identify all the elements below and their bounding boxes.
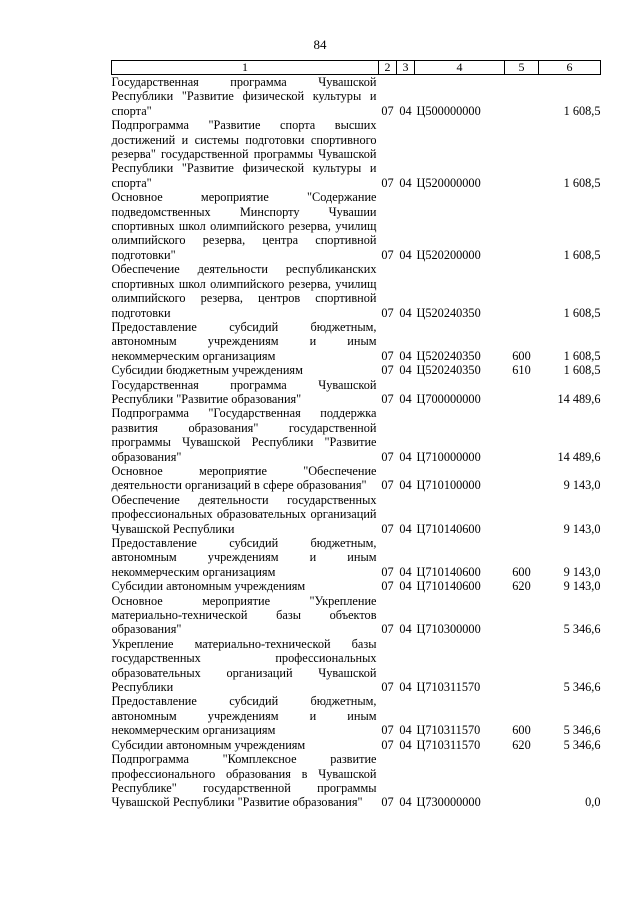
table-row <box>112 363 601 377</box>
row-sum: 9 143,0 <box>563 478 601 493</box>
row-expense-type <box>505 190 539 262</box>
row-expense-type <box>505 752 539 810</box>
row-target-article: Ц710000000 <box>416 449 481 464</box>
table-row <box>112 190 601 262</box>
header-col-1: 1 <box>112 61 379 75</box>
row-expense-type: 610 <box>512 363 531 378</box>
row-section-code: 07 <box>381 737 394 752</box>
row-expense-type: 620 <box>512 579 531 594</box>
header-col-6: 6 <box>539 61 601 75</box>
row-sum: 9 143,0 <box>563 579 601 594</box>
row-name-cell: Подпрограмма "Комплексное развитие профессионального образования в Чувашской Республике" государственной программы Чувашской Республики "Развитие образования" <box>111 752 377 810</box>
row-expense-type <box>505 118 539 190</box>
row-section-code: 07 <box>381 175 394 190</box>
table-row <box>112 752 601 810</box>
table-row <box>112 694 601 737</box>
row-sum: 1 608,5 <box>563 247 601 262</box>
row-subsection-code: 04 <box>399 305 412 320</box>
row-expense-type: 600 <box>512 564 531 579</box>
row-expense-type: 600 <box>512 723 531 738</box>
row-sum: 5 346,6 <box>563 723 601 738</box>
table-row <box>112 637 601 695</box>
row-subsection-code: 04 <box>399 175 412 190</box>
row-subsection-code: 04 <box>399 103 412 118</box>
row-sum: 1 608,5 <box>563 305 601 320</box>
table-row <box>112 262 601 320</box>
row-section-code: 07 <box>381 622 394 637</box>
row-subsection-code: 04 <box>399 737 412 752</box>
table-row <box>112 464 601 493</box>
row-sum: 1 608,5 <box>563 348 601 363</box>
row-section-code: 07 <box>381 348 394 363</box>
row-section-code: 07 <box>381 103 394 118</box>
table-row <box>112 579 601 593</box>
row-section-code: 07 <box>381 391 394 406</box>
row-target-article: Ц520240350 <box>416 348 481 363</box>
table-row <box>112 75 601 119</box>
header-col-2: 2 <box>379 61 397 75</box>
row-name-cell: Укрепление материально-технической базы государственных профессиональных образовательных организаций Чувашской Республики <box>111 636 377 695</box>
row-expense-type: 620 <box>512 737 531 752</box>
row-expense-type <box>505 493 539 536</box>
row-target-article: Ц520000000 <box>416 175 481 190</box>
table-row <box>112 406 601 464</box>
page-number: 84 <box>313 37 327 52</box>
row-name-cell: Основное мероприятие "Укрепление материально-технической базы объектов образования" <box>111 593 377 637</box>
row-name-cell: Субсидии автономным учреждениям <box>111 579 306 594</box>
row-target-article: Ц520200000 <box>416 247 481 262</box>
row-section-code: 07 <box>381 247 394 262</box>
row-target-article: Ц710300000 <box>416 622 481 637</box>
row-sum: 9 143,0 <box>563 564 601 579</box>
row-name-cell: Субсидии автономным учреждениям <box>111 737 306 752</box>
row-subsection-code: 04 <box>399 680 412 695</box>
row-subsection-code: 04 <box>399 579 412 594</box>
table-row <box>112 378 601 407</box>
table-row <box>112 738 601 752</box>
row-sum: 1 608,5 <box>563 103 601 118</box>
row-expense-type: 600 <box>512 348 531 363</box>
row-section-code: 07 <box>381 305 394 320</box>
row-name-cell: Подпрограмма "Развитие спорта высших достижений и системы подготовки спортивного резерва" государственной программы Чувашской Республики "Развитие физической культуры и спорта" <box>111 118 377 190</box>
row-expense-type <box>505 594 539 637</box>
table-row <box>112 320 601 363</box>
row-target-article: Ц520240350 <box>416 363 481 378</box>
table-row <box>112 594 601 637</box>
row-name-cell: Обеспечение деятельности республиканских спортивных школ олимпийского резерва, училищ олимпийского резерва, центров спортивной подготовки <box>111 262 377 320</box>
row-expense-type <box>505 637 539 695</box>
row-section-code: 07 <box>381 723 394 738</box>
row-sum: 1 608,5 <box>563 175 601 190</box>
row-section-code: 07 <box>381 564 394 579</box>
row-expense-type <box>505 378 539 407</box>
row-target-article: Ц700000000 <box>416 391 481 406</box>
row-expense-type <box>505 464 539 493</box>
row-target-article: Ц710311570 <box>416 680 481 695</box>
row-sum: 14 489,6 <box>557 449 601 464</box>
row-sum: 5 346,6 <box>563 680 601 695</box>
row-subsection-code: 04 <box>399 564 412 579</box>
row-name-cell: Подпрограмма "Государственная поддержка развития образования" государственной программы Чувашской Республики "Развитие образования" <box>111 406 377 464</box>
row-name-cell: Предоставление субсидий бюджетным, автономным учреждениям и иным некоммерческим организациям <box>111 319 377 363</box>
row-section-code: 07 <box>381 363 394 378</box>
row-target-article: Ц520240350 <box>416 305 481 320</box>
header-col-5: 5 <box>505 61 539 75</box>
row-target-article: Ц730000000 <box>416 795 481 810</box>
row-section-code: 07 <box>381 478 394 493</box>
row-expense-type <box>505 262 539 320</box>
row-section-code: 07 <box>381 795 394 810</box>
row-subsection-code: 04 <box>399 247 412 262</box>
row-section-code: 07 <box>381 680 394 695</box>
row-subsection-code: 04 <box>399 622 412 637</box>
row-sum: 0,0 <box>585 795 601 810</box>
row-subsection-code: 04 <box>399 348 412 363</box>
row-subsection-code: 04 <box>399 795 412 810</box>
row-target-article: Ц710140600 <box>416 564 481 579</box>
row-sum: 1 608,5 <box>563 363 601 378</box>
table-row <box>112 536 601 579</box>
budget-table <box>111 60 601 810</box>
row-target-article: Ц710311570 <box>416 737 481 752</box>
header-col-4: 4 <box>415 61 505 75</box>
header-col-3: 3 <box>397 61 415 75</box>
row-name-cell: Предоставление субсидий бюджетным, автономным учреждениям и иным некоммерческим организациям <box>111 536 377 579</box>
row-target-article: Ц710140600 <box>416 579 481 594</box>
row-expense-type <box>505 75 539 119</box>
row-sum: 14 489,6 <box>557 391 601 406</box>
column-number-header-row <box>112 61 601 75</box>
row-sum: 9 143,0 <box>563 521 601 536</box>
row-name-cell: Основное мероприятие "Содержание подведомственных Минспорту Чувашии спортивных школ олимпийского резерва, училищ олимпийского резерва, центра спортивной подготовки" <box>111 190 377 262</box>
row-expense-type <box>505 406 539 464</box>
row-section-code: 07 <box>381 579 394 594</box>
row-name-cell: Основное мероприятие "Обеспечение деятельности организаций в сфере образования" <box>111 463 377 493</box>
table-row <box>112 118 601 190</box>
row-section-code: 07 <box>381 521 394 536</box>
row-target-article: Ц710140600 <box>416 521 481 536</box>
row-name-cell: Субсидии бюджетным учреждениям <box>111 363 303 378</box>
row-name-cell: Предоставление субсидий бюджетным, автономным учреждениям и иным некоммерческим организациям <box>111 694 377 738</box>
row-subsection-code: 04 <box>399 449 412 464</box>
row-name-cell: Обеспечение деятельности государственных профессиональных образовательных организаций Чувашской Республики <box>111 492 377 536</box>
table-row <box>112 493 601 536</box>
row-target-article: Ц710100000 <box>416 478 481 493</box>
row-name-cell: Государственная программа Чувашской Республики "Развитие образования" <box>111 377 377 406</box>
table-body <box>112 75 601 810</box>
row-section-code: 07 <box>381 449 394 464</box>
row-subsection-code: 04 <box>399 391 412 406</box>
row-sum: 5 346,6 <box>563 622 601 637</box>
row-subsection-code: 04 <box>399 478 412 493</box>
row-subsection-code: 04 <box>399 521 412 536</box>
row-name-cell: Государственная программа Чувашской Республики "Развитие физической культуры и спорта" <box>111 75 377 118</box>
row-subsection-code: 04 <box>399 723 412 738</box>
row-sum: 5 346,6 <box>563 737 601 752</box>
row-subsection-code: 04 <box>399 363 412 378</box>
row-target-article: Ц710311570 <box>416 723 481 738</box>
row-target-article: Ц500000000 <box>416 103 481 118</box>
